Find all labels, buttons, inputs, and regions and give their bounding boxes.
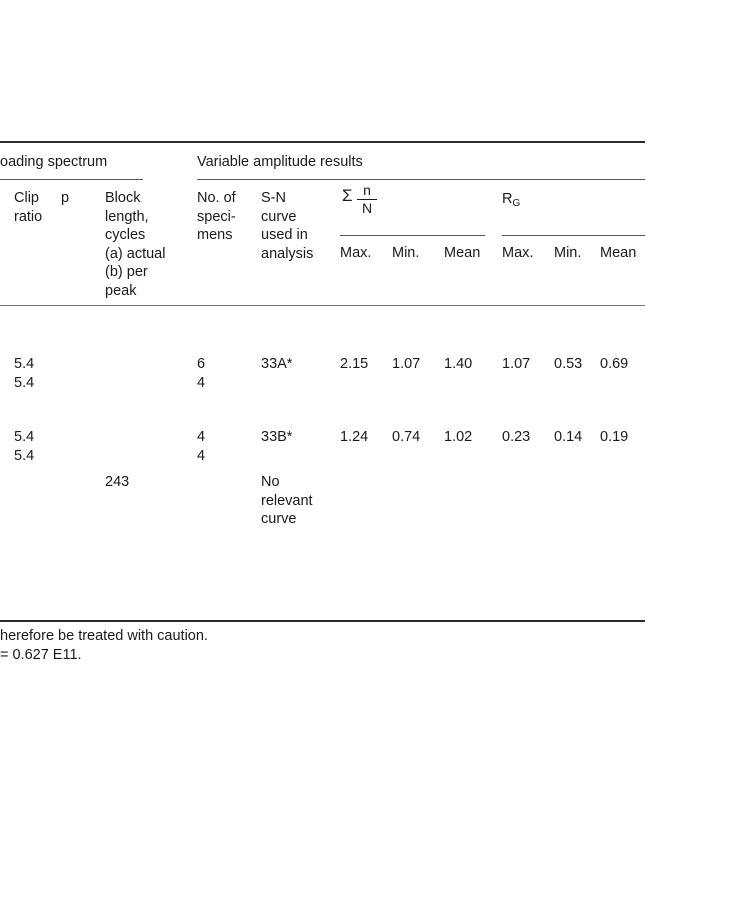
sigma-group-underline	[340, 235, 485, 236]
group-header-loading-spectrum: oading spectrum	[0, 154, 108, 170]
table-bottom-rule	[0, 620, 645, 622]
row2-sn-curve: 33B*	[261, 429, 293, 445]
rg-group-underline	[502, 235, 645, 236]
row2-clip-ratio: 5.4 5.4	[14, 429, 35, 464]
row3-block-length: 243	[105, 474, 130, 490]
fraction-numerator: n	[363, 182, 371, 198]
col-header-clip-ratio: Clip ratio	[14, 190, 43, 225]
col-header-block-length: Block length, cycles (a) actual (b) per peak	[105, 190, 166, 299]
row1-sum-mean: 1.40	[444, 356, 473, 372]
row1-specimens: 6 4	[197, 356, 206, 391]
row1-rg-min: 0.53	[554, 356, 583, 372]
rg-header	[502, 190, 520, 214]
row1-rg-max: 1.07	[502, 356, 531, 372]
col-header-p: p	[61, 190, 70, 206]
rg-base: R	[502, 191, 513, 207]
header-bottom-rule	[0, 305, 645, 306]
row1-sum-max: 2.15	[340, 356, 369, 372]
row1-rg-mean: 0.69	[600, 356, 629, 372]
sigma-symbol: Σ	[342, 186, 353, 205]
row3-sn-curve: No relevant curve	[261, 474, 313, 527]
loading-spectrum-underline	[0, 179, 143, 180]
fraction-denominator: N	[361, 200, 373, 216]
col-header-specimens: No. of speci- mens	[197, 190, 236, 243]
row2-rg-min: 0.14	[554, 429, 583, 445]
row1-clip-ratio: 5.4 5.4	[14, 356, 35, 391]
col-header-sn-curve: S-N curve used in analysis	[261, 190, 314, 262]
rg-min-header: Min.	[554, 245, 582, 261]
row1-sn-curve: 33A*	[261, 356, 293, 372]
n-over-n-fraction	[355, 183, 379, 216]
row2-specimens: 4 4	[197, 429, 206, 464]
row1-sum-min: 1.07	[392, 356, 421, 372]
row2-rg-max: 0.23	[502, 429, 531, 445]
table-top-rule	[0, 141, 645, 143]
rg-max-header: Max.	[502, 245, 534, 261]
variable-amplitude-underline	[197, 179, 645, 180]
footnote-line-2: = 0.627 E11.	[0, 647, 82, 663]
sum-mean-header: Mean	[444, 245, 481, 261]
sum-max-header: Max.	[340, 245, 372, 261]
row2-sum-mean: 1.02	[444, 429, 473, 445]
sum-min-header: Min.	[392, 245, 420, 261]
row2-sum-min: 0.74	[392, 429, 421, 445]
rg-mean-header: Mean	[600, 245, 637, 261]
footnote-line-1: herefore be treated with caution.	[0, 628, 208, 644]
rg-subscript: G	[512, 198, 521, 209]
group-header-variable-amplitude: Variable amplitude results	[197, 154, 363, 170]
row2-rg-mean: 0.19	[600, 429, 629, 445]
row2-sum-max: 1.24	[340, 429, 369, 445]
